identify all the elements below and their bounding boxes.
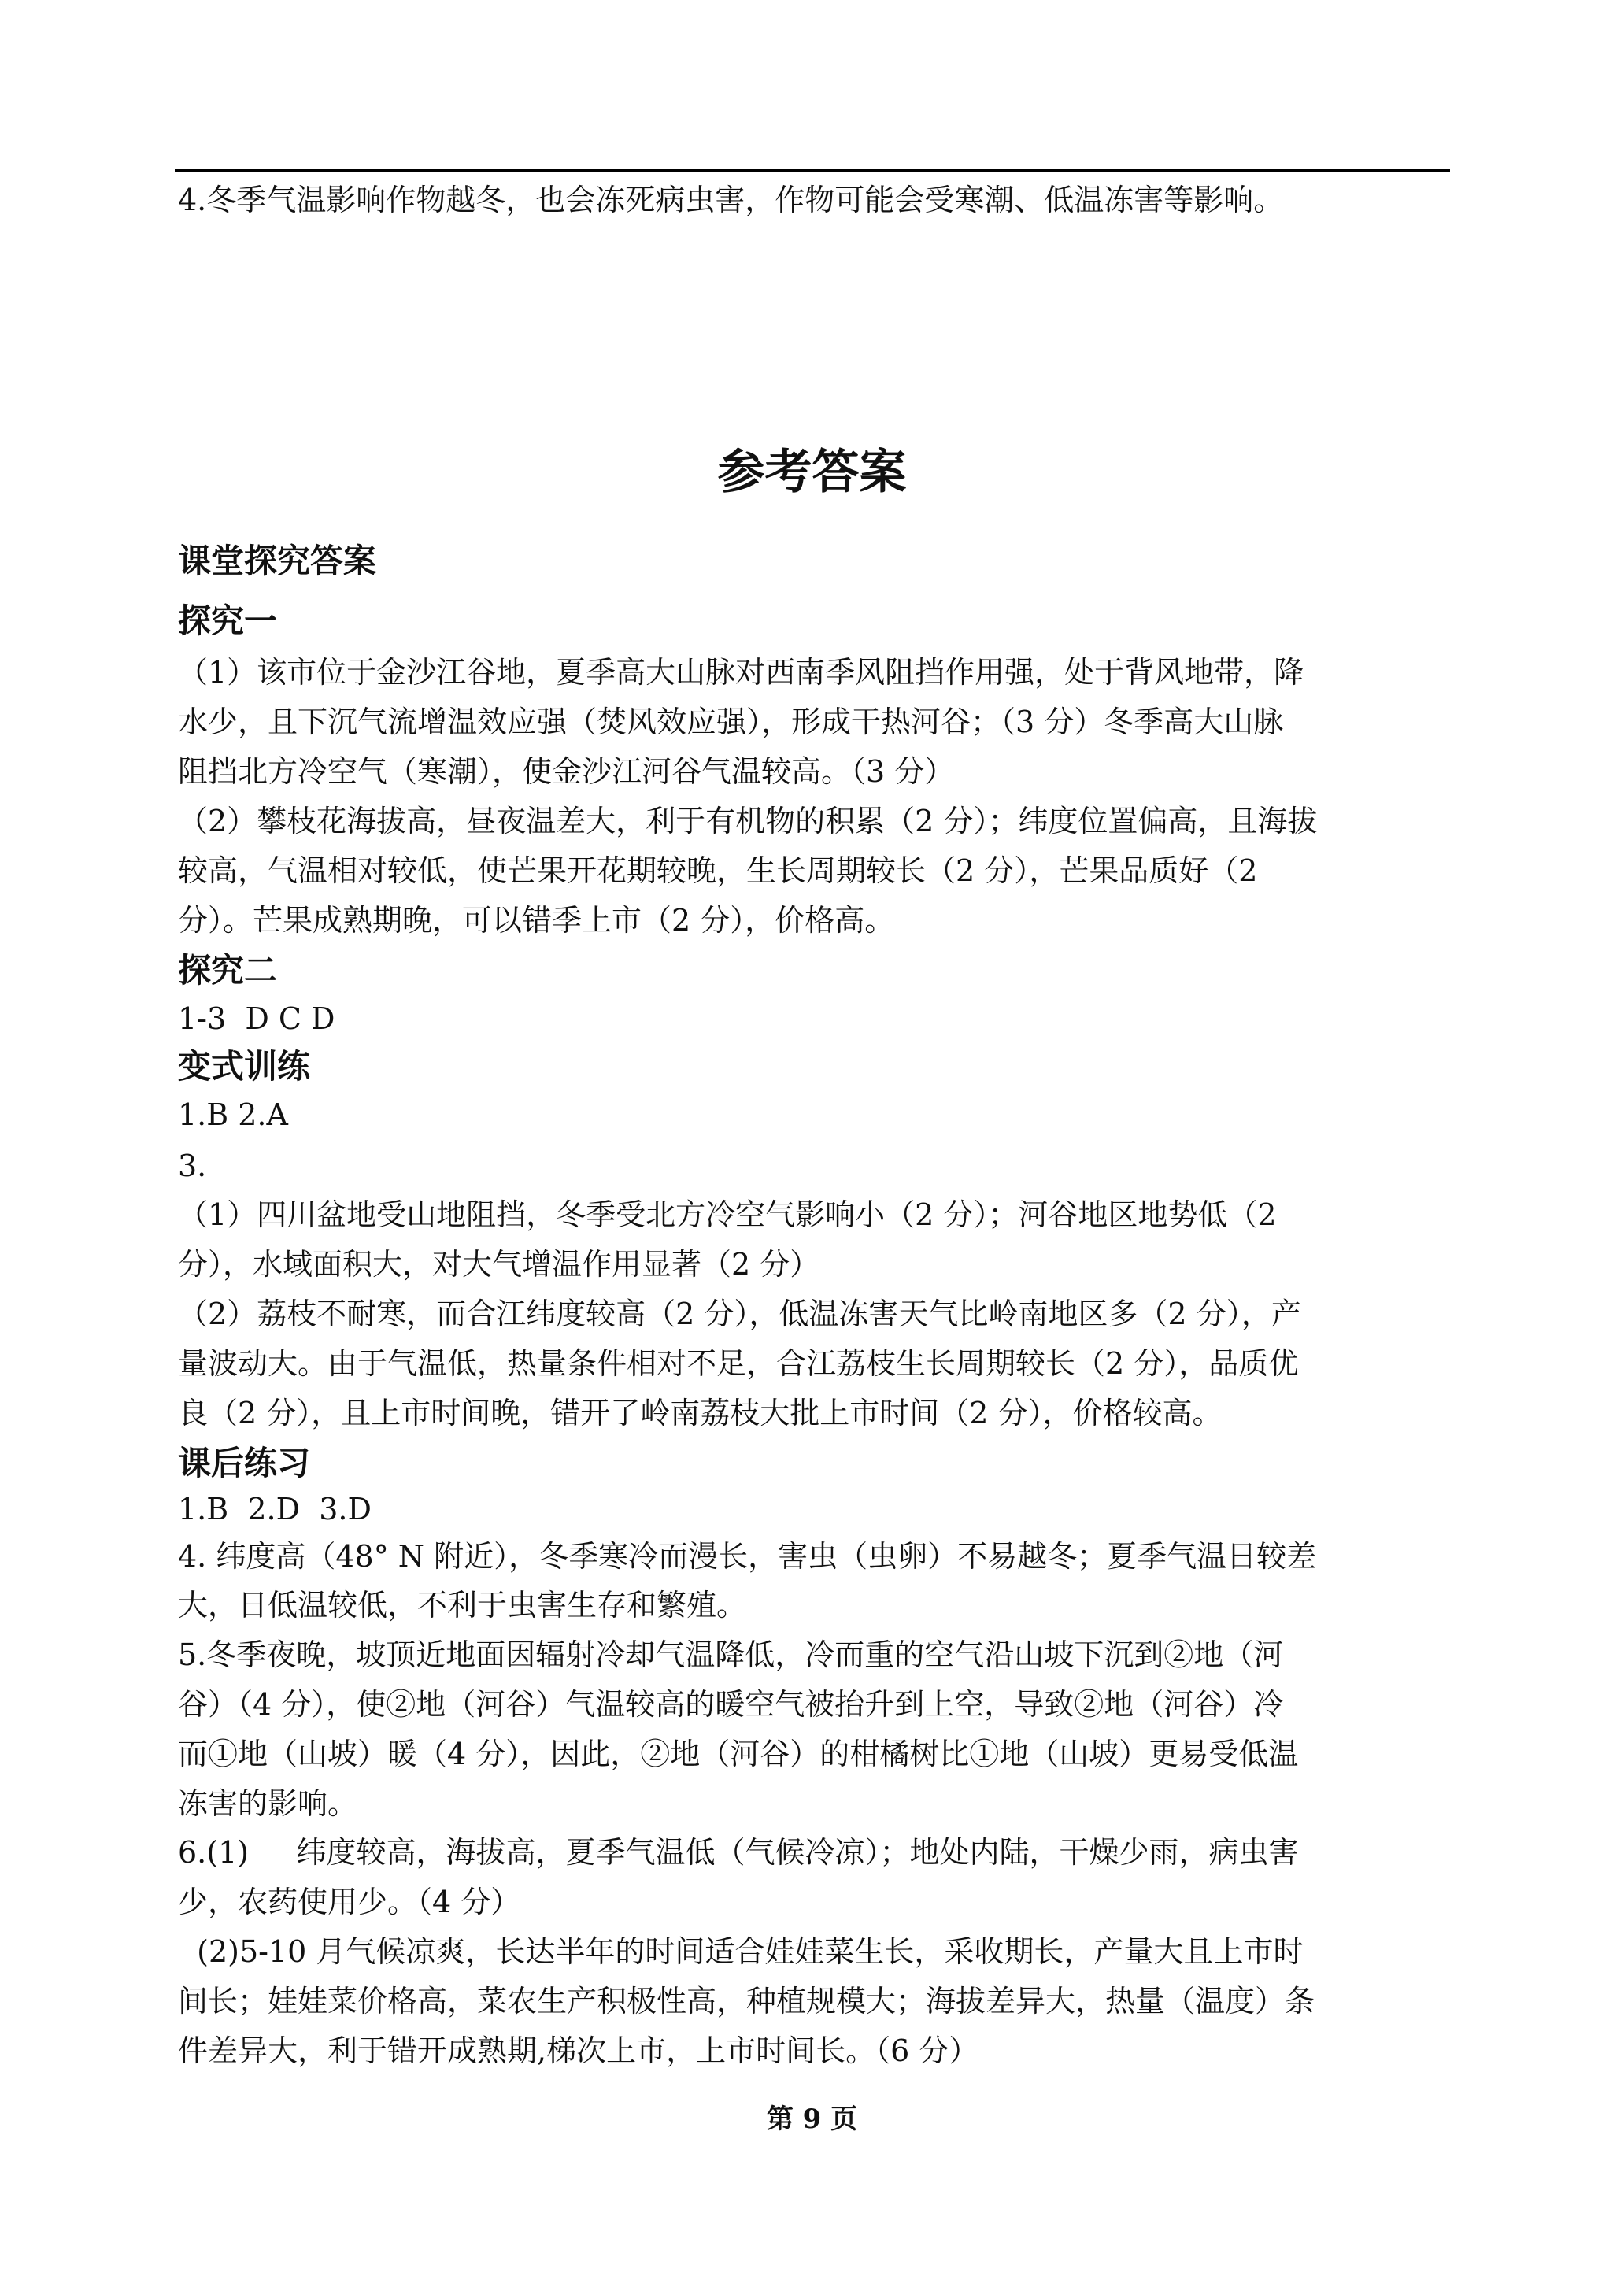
answer-line: 而①地（山坡）暖（4 分），因此，②地（河谷）的柑橘树比①地（山坡）更易受低温	[178, 1737, 1299, 1771]
heading-variant-training: 变式训练	[178, 1047, 311, 1086]
answer-line: 间长；娃娃菜价格高，菜农生产积极性高，种植规模大；海拔差异大，热量（温度）条	[178, 1984, 1315, 2018]
answer-line: 少，农药使用少。（4 分）	[178, 1885, 521, 1919]
answer-line: 1-3 D C D	[178, 1001, 335, 1036]
answer-line: 4. 纬度高（48° N 附近），冬季寒冷而漫长，害虫（虫卵）不易越冬；夏季气温日较差	[178, 1539, 1317, 1574]
answer-line: 谷）（4 分），使②地（河谷）气温较高的暖空气被抬升到上空，导致②地（河谷）冷	[178, 1687, 1284, 1722]
answer-line: 件差异大，利于错开成熟期,梯次上市，上市时间长。（6 分）	[178, 2033, 979, 2068]
answer-line: 分），水域面积大，对大气增温作用显著（2 分）	[178, 1247, 820, 1282]
header-rule	[175, 169, 1450, 172]
answer-line: 1.B 2.A	[178, 1097, 288, 1132]
answer-line: (2)5-10 月气候凉爽，长达半年的时间适合娃娃菜生长，采收期长，产量大且上市时	[178, 1934, 1304, 1969]
answer-line: （2）攀枝花海拔高，昼夜温差大，利于有机物的积累（2 分）；纬度位置偏高，且海拔	[178, 804, 1318, 838]
heading-explore-1: 探究一	[178, 601, 278, 640]
header-line: 4.冬季气温影响作物越冬，也会冻死病虫害，作物可能会受寒潮、低温冻害等影响。	[178, 183, 1284, 217]
heading-explore-2: 探究二	[178, 951, 278, 990]
page-title: 参考答案	[717, 445, 907, 500]
answer-line: 良（2 分），且上市时间晚，错开了岭南荔枝大批上市时间（2 分），价格较高。	[178, 1396, 1223, 1430]
answer-line: （1）该市位于金沙江谷地，夏季高大山脉对西南季风阻挡作用强，处于背风地带，降	[178, 655, 1304, 690]
page-number: 第 9 页	[766, 2103, 858, 2135]
answer-line: 较高，气温相对较低，使芒果开花期较晚，生长周期较长（2 分），芒果品质好（2	[178, 853, 1258, 888]
answer-line: 冻害的影响。	[178, 1786, 358, 1821]
answer-line: 水少，且下沉气流增温效应强（焚风效应强），形成干热河谷；（3 分）冬季高大山脉	[178, 705, 1284, 739]
answer-line: 分）。芒果成熟期晚，可以错季上市（2 分），价格高。	[178, 903, 895, 938]
section-heading-class: 课堂探究答案	[178, 542, 377, 580]
answer-line: 大，日低温较低，不利于虫害生存和繁殖。	[178, 1588, 747, 1622]
answer-line: 1.B 2.D 3.D	[178, 1492, 372, 1526]
heading-after-class: 课后练习	[178, 1444, 311, 1482]
answer-line: 5.冬季夜晚，坡顶近地面因辐射冷却气温降低，冷而重的空气沿山坡下沉到②地（河	[178, 1637, 1284, 1672]
answer-line: 阻挡北方冷空气（寒潮），使金沙江河谷气温较高。（3 分）	[178, 754, 955, 789]
answer-line: 量波动大。由于气温低，热量条件相对不足，合江荔枝生长周期较长（2 分），品质优	[178, 1346, 1299, 1381]
answer-line: （2）荔枝不耐寒，而合江纬度较高（2 分），低温冻害天气比岭南地区多（2 分），产	[178, 1297, 1301, 1331]
answer-line: （1）四川盆地受山地阻挡，冬季受北方冷空气影响小（2 分）；河谷地区地势低（2	[178, 1197, 1277, 1232]
answer-line: 3.	[178, 1149, 207, 1183]
answer-line: 6.(1) 纬度较高，海拔高，夏季气温低（气候冷凉）；地处内陆，干燥少雨，病虫害	[178, 1835, 1299, 1870]
